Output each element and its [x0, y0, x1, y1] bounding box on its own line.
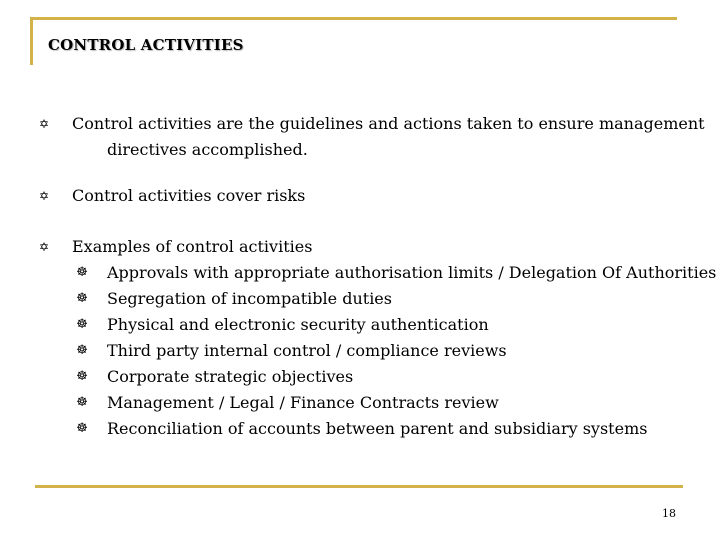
header-side-rule [30, 17, 33, 65]
sun-wheel-icon: ☸ [76, 265, 88, 280]
sun-wheel-icon: ☸ [76, 395, 88, 410]
sun-wheel-icon: ☸ [76, 369, 88, 384]
point-1-line-2: directives accomplished. [107, 140, 308, 159]
sub-item [72, 338, 712, 364]
point-3-text: Examples of control activities [72, 237, 313, 256]
star-of-david-icon: ✡ [38, 240, 50, 254]
sub-item [72, 286, 712, 312]
bullet-point-1 [30, 111, 720, 163]
bullet-point-2 [30, 183, 720, 209]
sub-item [72, 260, 717, 286]
sub-item-text: Physical and electronic security authentication [107, 315, 489, 334]
star-of-david-icon: ✡ [38, 189, 50, 203]
sub-item [72, 364, 712, 390]
sub-item [72, 416, 712, 442]
star-of-david-icon: ✡ [38, 117, 50, 131]
footer-rule [35, 485, 683, 488]
sun-wheel-icon: ☸ [76, 291, 88, 306]
sun-wheel-icon: ☸ [76, 317, 88, 332]
sun-wheel-icon: ☸ [76, 343, 88, 358]
page-number: 18 [662, 507, 676, 520]
sub-item-text: Approvals with appropriate authorisation limits / Delegation Of Authorities [107, 263, 717, 282]
sub-item-text: Management / Legal / Finance Contracts review [107, 393, 499, 412]
sub-item-text: Corporate strategic objectives [107, 367, 354, 386]
sub-item-text: Segregation of incompatible duties [107, 289, 392, 308]
slide-title: CONTROL ACTIVITIES [48, 36, 244, 54]
point-2-text: Control activities cover risks [72, 186, 306, 205]
bullet-point-3 [30, 234, 720, 442]
sub-item [72, 312, 712, 338]
sub-item-text: Reconciliation of accounts between parent and subsidiary systems [107, 419, 648, 438]
header-rule [30, 17, 677, 20]
sub-item-text: Third party internal control / compliance reviews [107, 341, 507, 360]
sub-item [72, 390, 712, 416]
point-1-line-1: Control activities are the guidelines and actions taken to ensure management [72, 114, 705, 133]
sun-wheel-icon: ☸ [76, 421, 88, 436]
